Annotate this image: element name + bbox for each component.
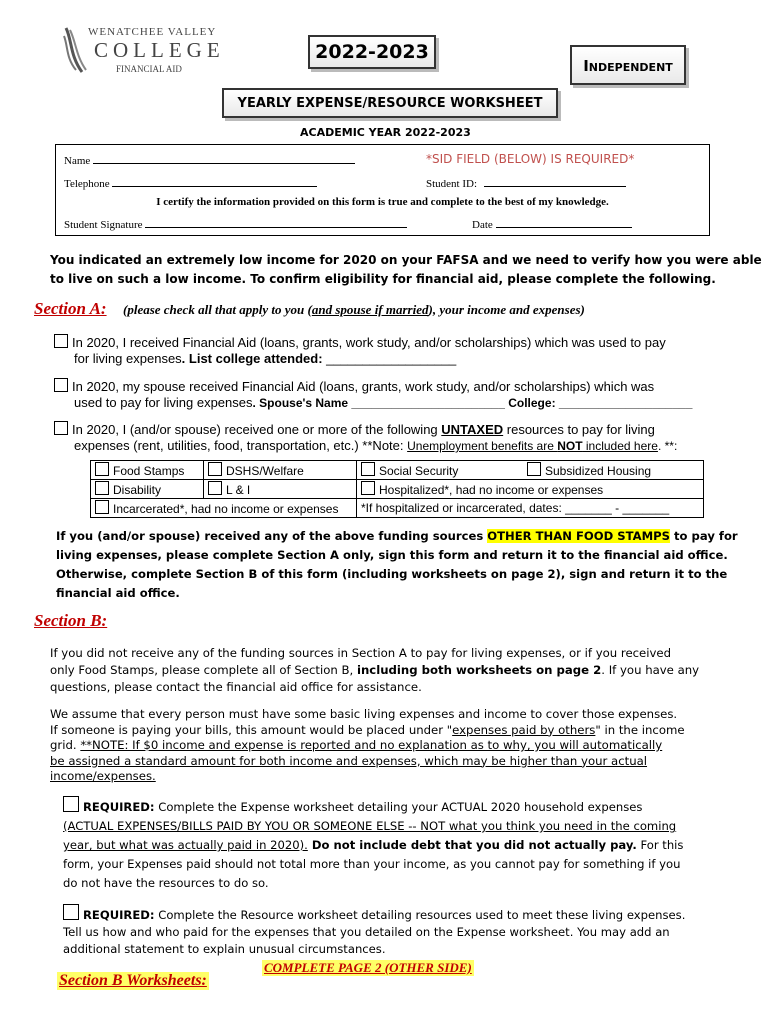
- table-row: Food Stamps DSHS/Welfare Social Security Subsidized Housing: [91, 461, 704, 480]
- student-id-field[interactable]: [484, 176, 626, 187]
- name-field[interactable]: [93, 153, 355, 164]
- sid-required-note: *SID FIELD (BELOW) IS REQUIRED*: [426, 152, 635, 166]
- worksheet-title: YEARLY EXPENSE/RESOURCE WORKSHEET: [222, 88, 558, 118]
- item2-checkbox[interactable]: [54, 378, 68, 392]
- logo-line1: WENATCHEE VALLEY: [88, 26, 217, 38]
- section-a-item2: In 2020, my spouse received Financial Aid (loans, grants, work study, and/or scholarships) which was used to pay for living expenses. Spouse's Name _______________________ College: ____________________: [54, 378, 692, 411]
- incarcerated-checkbox[interactable]: [95, 500, 109, 514]
- section-b-worksheets-title: Section B Worksheets:: [59, 972, 207, 989]
- section-a-item3: In 2020, I (and/or spouse) received one or more of the following UNTAXED resources to pay for living expenses (rent, utilities, food, transportation, etc.) **Note: Unemployment benefits are NOT included here. **:: [54, 421, 677, 454]
- hospitalized-checkbox[interactable]: [361, 481, 375, 495]
- telephone-field[interactable]: [112, 176, 317, 187]
- item3-checkbox[interactable]: [54, 421, 68, 435]
- date-field[interactable]: [496, 217, 632, 228]
- year-badge: 2022-2023: [308, 35, 436, 69]
- signature-label: Student Signature: [64, 219, 143, 231]
- expense-required-checkbox[interactable]: [63, 796, 79, 812]
- student-id-label: Student ID:: [426, 178, 478, 190]
- subsidized-housing-checkbox[interactable]: [527, 462, 541, 476]
- funding-paragraph: If you (and/or spouse) received any of the above funding sources OTHER THAN FOOD STAMPS to pay for living expenses, please complete Section A only, sign this form and return it to the financial aid office. Otherwise, complete Section B of this form (including worksheets on page 2), sign and return it to the financial aid office.: [56, 529, 738, 600]
- disability-checkbox[interactable]: [95, 481, 109, 495]
- table-row: Disability L & I Hospitalized*, had no income or expenses: [91, 480, 704, 499]
- certify-statement: I certify the information provided on this form is true and complete to the best of my knowledge.: [156, 196, 609, 208]
- intro-paragraph: You indicated an extremely low income for 2020 on your FAFSA and we need to verify how you were able to live on such a low income. To confirm eligibility for financial aid, please complete the following.: [50, 253, 762, 286]
- dshs-checkbox[interactable]: [208, 462, 222, 476]
- college-logo: [62, 26, 225, 76]
- student-info-box: [55, 144, 710, 236]
- section-b-title: Section B:: [34, 611, 108, 630]
- other-than-food-stamps-highlight: OTHER THAN FOOD STAMPS: [487, 529, 670, 543]
- required-resource-worksheet: REQUIRED: Complete the Resource worksheet detailing resources used to meet these living expenses. Tell us how and who paid for the expenses that you detailed on the Expense worksheet. You may add an additional statement to explain unusual circumstances.: [63, 904, 685, 958]
- logo-line2: COLLEGE: [94, 38, 225, 62]
- food-stamps-checkbox[interactable]: [95, 462, 109, 476]
- li-checkbox[interactable]: [208, 481, 222, 495]
- complete-page-2-banner: COMPLETE PAGE 2 (OTHER SIDE): [264, 960, 472, 975]
- academic-year: ACADEMIC YEAR 2022-2023: [300, 126, 471, 139]
- section-b-paragraph1: If you did not receive any of the funding sources in Section A to pay for living expenses, or if you received only Food Stamps, please complete all of Section B, including both worksheets on page 2. If you have any questions, please contact the financial aid office for assistance.: [50, 646, 700, 694]
- item1-checkbox[interactable]: [54, 334, 68, 348]
- independent-badge: [570, 45, 686, 85]
- independent-rest: NDEPENDENT: [588, 61, 673, 74]
- hospitalized-dates-note[interactable]: *If hospitalized or incarcerated, dates: _______ - _______: [357, 499, 704, 518]
- required-expense-worksheet: REQUIRED: Complete the Expense worksheet detailing your ACTUAL 2020 household expenses (ACTUAL EXPENSES/BILLS PAID BY YOU OR SOMEONE ELSE -- NOT what you think you need in the coming year, but what was actually paid in 2020). Do not include debt that you did not actually pay. For this form, your Expenses paid should not total more than your income, as you cannot pay for something if you do not have the resources to do so.: [63, 796, 683, 893]
- section-a-title: Section A:: [34, 299, 107, 318]
- social-security-checkbox[interactable]: [361, 462, 375, 476]
- resource-required-checkbox[interactable]: [63, 904, 79, 920]
- date-label: Date: [472, 219, 493, 231]
- independent-first-letter: I: [583, 57, 589, 75]
- section-a-item1: In 2020, I received Financial Aid (loans, grants, work study, and/or scholarships) which was used to pay for living expenses. List college attended: __________________: [54, 334, 666, 367]
- table-row: Incarcerated*, had no income or expenses *If hospitalized or incarcerated, dates: _______ - _______: [91, 499, 704, 518]
- section-a-subtitle: (please check all that apply to you (and spouse if married), your income and expenses): [123, 302, 585, 317]
- logo-line3: FINANCIAL AID: [116, 64, 182, 74]
- signature-field[interactable]: [145, 217, 407, 228]
- untaxed-resources-table: [90, 460, 704, 518]
- telephone-label: Telephone: [64, 178, 110, 190]
- name-label: Name: [64, 155, 91, 167]
- section-b-paragraph2: We assume that every person must have some basic living expenses and income to cover those expenses. If someone is paying your bills, this amount would be placed under "expenses paid by others" in the income grid. **NOTE: If $0 income and expense is reported and no explanation as to why, you will automatically be assigned a standard amount for both income and expenses, which may be higher than your actual income/expenses.: [50, 707, 685, 783]
